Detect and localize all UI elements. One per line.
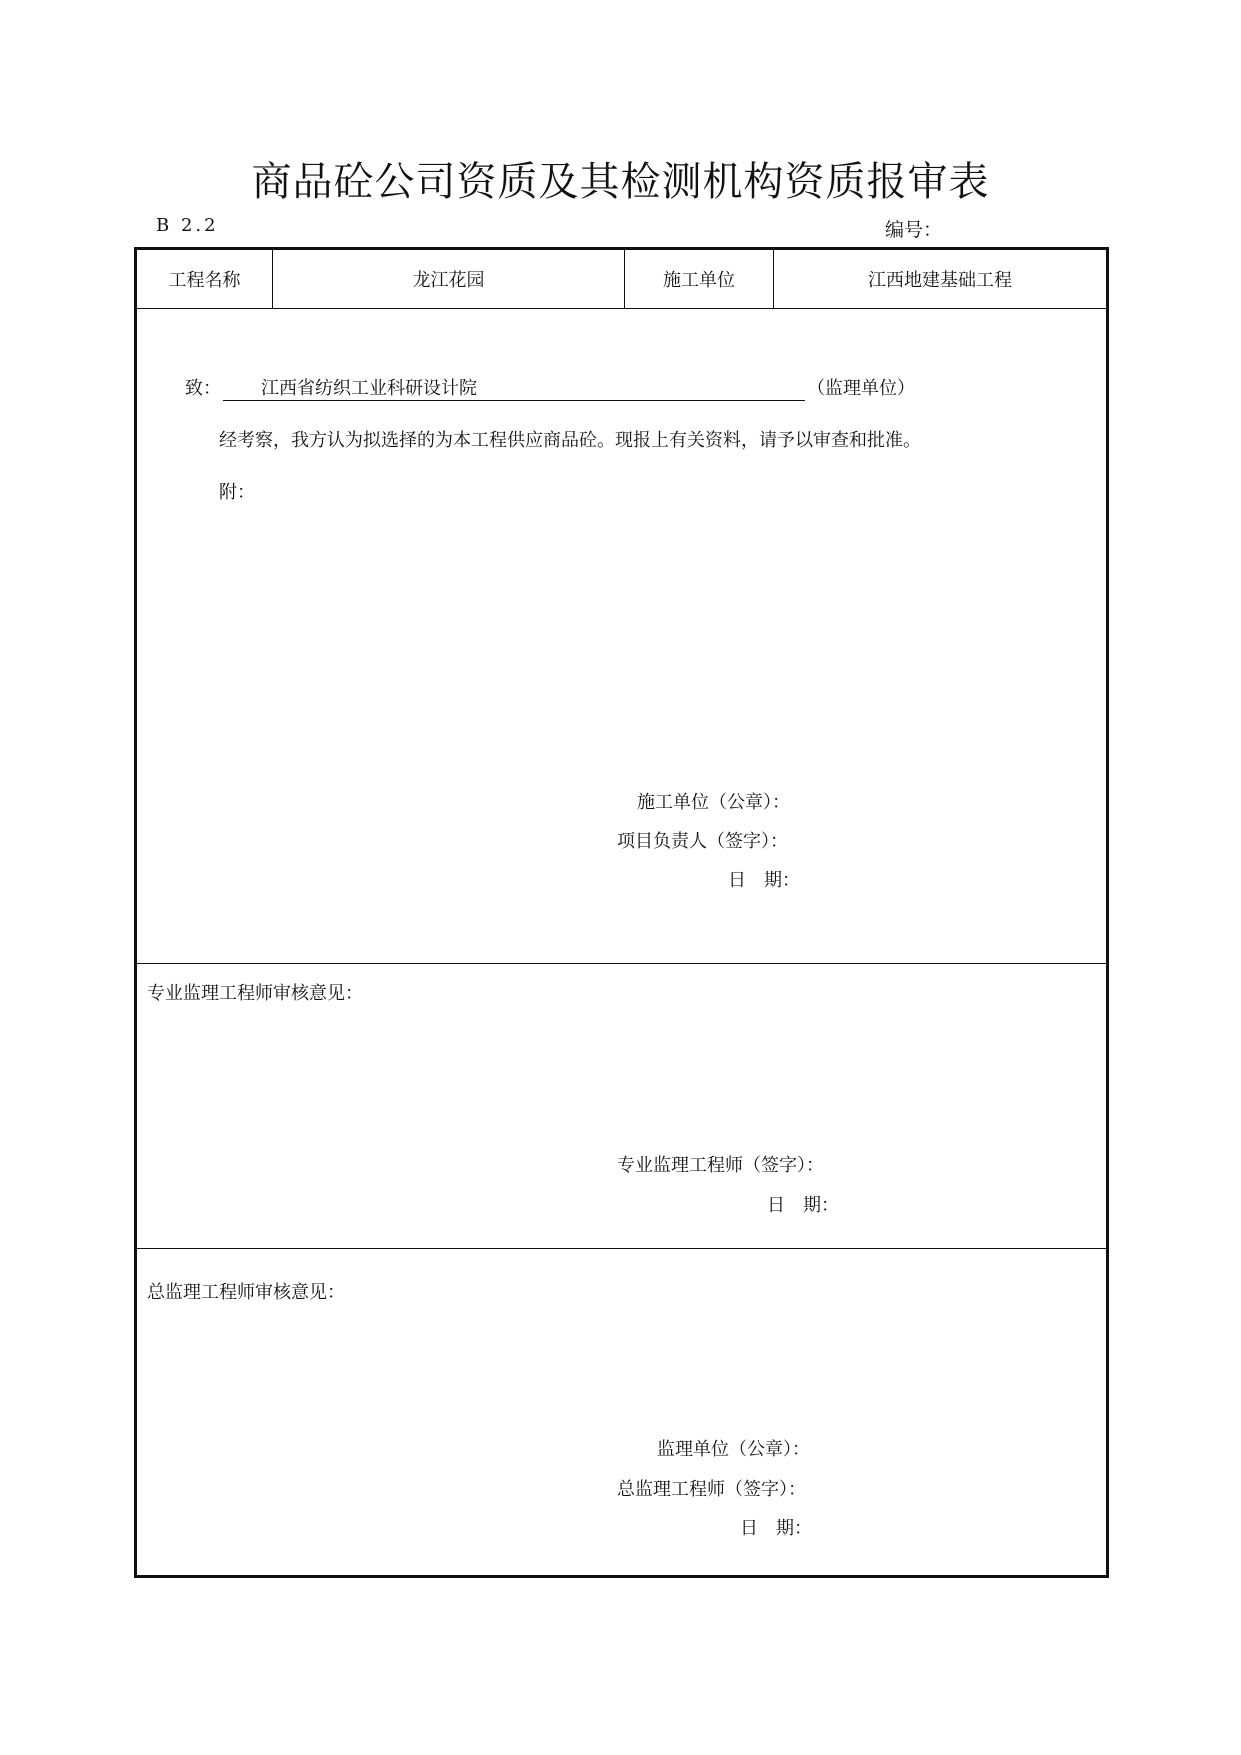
project-name-label: 工程名称 — [168, 270, 241, 291]
engineer-date-label: 日 期： — [767, 1195, 839, 1216]
contractor-value: 江西地建基础工程 — [773, 250, 1106, 308]
application-date-label: 日 期： — [728, 870, 800, 891]
project-name-value: 龙江花园 — [272, 250, 624, 308]
supervisor-seal-label: 监理单位（公章）： — [657, 1439, 810, 1460]
addressee-label: 致： — [185, 378, 221, 399]
application-section — [137, 309, 1106, 964]
chief-date-label: 日 期： — [740, 1518, 812, 1539]
engineer-review-heading: 专业监理工程师审核意见： — [147, 983, 363, 1004]
application-body: 经考察，我方认为拟选择的为本工程供应商品砼。现报上有关资料，请予以审查和批准。 — [219, 430, 921, 451]
project-info-row — [137, 250, 1106, 309]
engineer-sign-label: 专业监理工程师（签字）： — [617, 1155, 824, 1176]
form-title: 商品砼公司资质及其检测机构资质报审表 — [251, 159, 990, 205]
form-code: B 2.2 — [156, 215, 219, 236]
contractor-label: 施工单位 — [624, 250, 773, 308]
form-number-label: 编号： — [885, 219, 943, 241]
addressee-value: 江西省纺织工业科研设计院 — [223, 374, 805, 401]
chief-engineer-sign-label: 总监理工程师（签字）： — [617, 1479, 806, 1500]
project-manager-sign-label: 项目负责人（签字）： — [617, 831, 788, 852]
approval-form-table — [134, 247, 1109, 1578]
engineer-review-section — [137, 964, 1106, 1249]
contractor-seal-label: 施工单位（公章）： — [637, 792, 790, 813]
chief-review-heading: 总监理工程师审核意见： — [147, 1282, 345, 1303]
addressee-line — [185, 374, 915, 401]
addressee-suffix: （监理单位） — [807, 378, 915, 399]
attachment-label: 附： — [219, 482, 255, 503]
chief-review-section — [137, 1249, 1106, 1575]
